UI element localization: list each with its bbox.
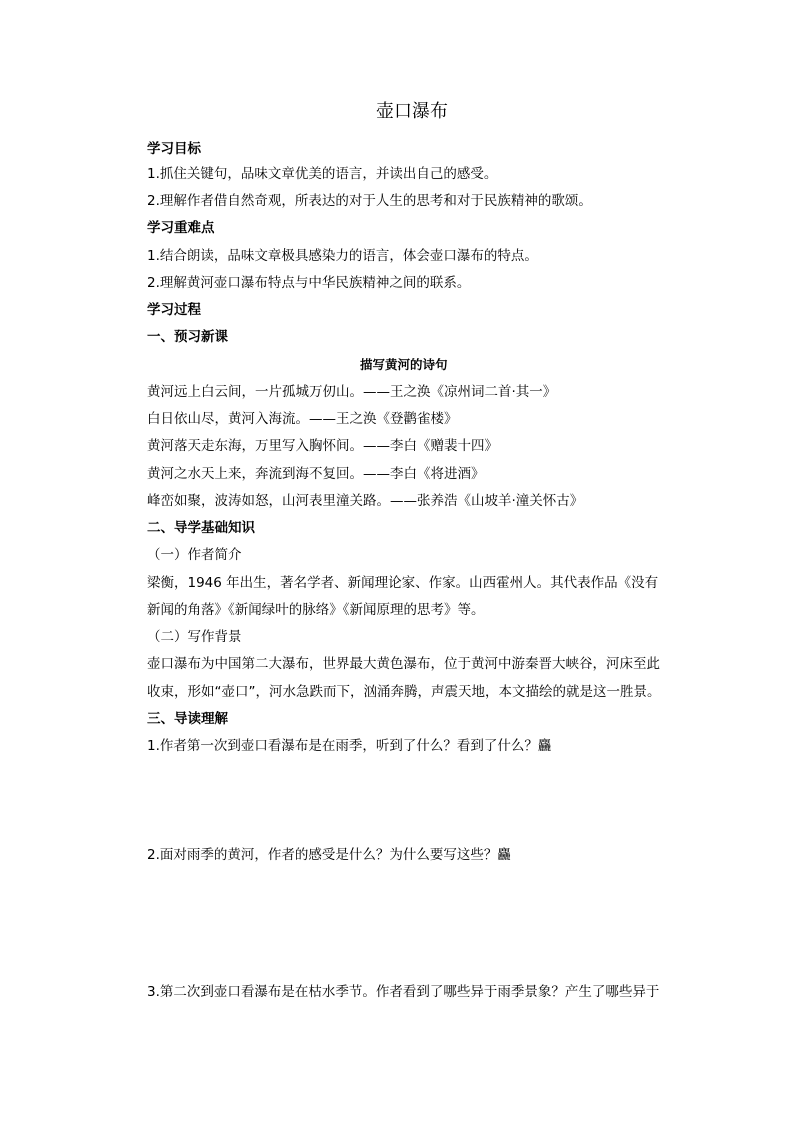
part-heading-basics: 二、导学基础知识 [147,520,255,536]
author-line: 梁衡，1946 年出生，著名学者、新闻理论家、作家。山西霍州人。其代表作品《没有 [147,575,659,591]
part-heading-reading: 三、导读理解 [147,711,228,727]
background-line: 壶口瀑布为中国第二大瀑布，世界最大黄色瀑布，位于黄河中游秦晋大峡谷，河床至此 [147,656,660,672]
section-heading-key-points: 学习重难点 [147,220,215,236]
question-mark-glyph: 麤 [497,847,511,863]
question-mark-glyph: 麤 [537,738,552,754]
poem-line: 黄河远上白云间，一片孤城万仞山。——王之涣《凉州词二首·其一》 [147,384,557,400]
question-2 [147,846,511,864]
author-line: 新闻的角落》《新闻绿叶的脉络》《新闻原理的思考》等。 [147,602,485,618]
background-line: 收束，形如“壶口”，河水急跌而下，汹涌奔腾，声震天地，本文描绘的就是这一胜景。 [147,684,661,700]
section-heading-goals: 学习目标 [147,141,201,157]
question-text: 1.作者第一次到壶口看瀑布是在雨季，听到了什么？看到了什么？ [147,738,538,754]
background-heading: （二）写作背景 [147,629,242,645]
document-title: 壶口瀑布 [376,101,448,122]
key-point-item: 1.结合朗读，品味文章极具感染力的语言，体会壶口瀑布的特点。 [147,248,538,264]
poems-title: 描写黄河的诗句 [360,357,448,372]
poem-line: 峰峦如聚，波涛如怒，山河表里潼关路。——张养浩《山坡羊·潼关怀古》 [147,493,584,509]
poem-line: 黄河落天走东海，万里写入胸怀间。——李白《赠裴十四》 [147,438,498,454]
question-1 [147,737,551,755]
section-heading-process: 学习过程 [147,302,201,318]
part-heading-preview: 一、预习新课 [147,329,228,345]
question-3: 3.第二次到壶口看瀑布是在枯水季节。作者看到了哪些异于雨季景象？产生了哪些异于 [147,984,660,1000]
goal-item: 2.理解作者借自然奇观，所表达的对于人生的思考和对于民族精神的歌颂。 [147,193,592,209]
key-point-item: 2.理解黄河壶口瀑布特点与中华民族精神之间的联系。 [147,275,471,291]
author-heading: （一）作者简介 [147,547,242,563]
poem-line: 白日依山尽，黄河入海流。——王之涣《登鹳雀楼》 [147,411,458,427]
question-text: 2.面对雨季的黄河，作者的感受是什么？为什么要写这些？ [147,847,498,863]
goal-item: 1.抓住关键句，品味文章优美的语言，并读出自己的感受。 [147,166,498,182]
poem-line: 黄河之水天上来，奔流到海不复回。——李白《将进酒》 [147,466,485,482]
